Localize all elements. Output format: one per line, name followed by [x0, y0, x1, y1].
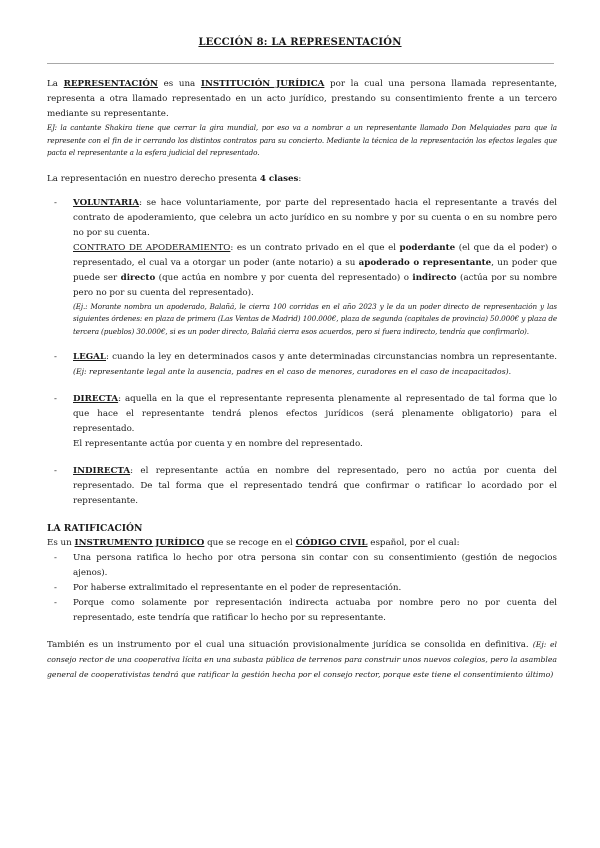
term-apoderado: apoderado o representante	[358, 257, 492, 268]
text: , un poder que puede ser	[73, 257, 557, 283]
type-voluntaria-text	[73, 196, 557, 241]
text: : se hace voluntariamente, por parte del representado hacia el representante a través del contrato de apoderamiento, que celebra un acto jurídico en su nombre y por su cuenta o en su nombre pero no por su cuenta.	[73, 197, 557, 238]
ratificacion-list	[47, 551, 557, 626]
text: La representación en nuestro derecho presenta	[47, 173, 260, 184]
list-item: - Una persona ratifica lo hecho por otra persona sin contar con su consentimiento (gestión de negocios ajenos).	[47, 551, 557, 581]
representation-types-list	[47, 196, 557, 510]
text: : el representante actúa en nombre del representado, pero no actúa por cuenta del representado. De tal forma que el representado tendrá que confirmar o ratificar lo acordado por el representante.	[73, 466, 557, 506]
keyword-instrumento-juridico: INSTRUMENTO JURÍDICO	[74, 538, 205, 548]
classes-count: 4 clases	[259, 173, 299, 184]
text: español, por el cual:	[367, 538, 460, 548]
term-poderdante: poderdante	[399, 242, 456, 253]
text: (actúa por su nombre pero no por su cuenta del representado).	[73, 272, 558, 298]
text: por la cual una persona llamada representante, representa a otra llamado representado en un acto jurídico, prestando su consentimiento frente a un tercero mediante su representante.	[47, 79, 557, 119]
type-label: INDIRECTA	[73, 466, 131, 476]
term-indirecto: indirecto	[412, 272, 457, 283]
text: La	[47, 79, 64, 89]
text: es una	[157, 79, 201, 89]
type-label: DIRECTA	[73, 394, 119, 404]
text: : cuando la ley en determinados casos y ante determinadas circunstancias nombra un representante.	[106, 352, 557, 362]
list-item: - Porque como solamente por representación indirecta actuaba por nombre pero no por cuenta del representado, este tendría que ratificar lo hecho por su representante.	[47, 596, 557, 626]
type-directa-text2: El representante actúa por cuenta y en nombre del representado.	[73, 439, 363, 449]
page-title: LECCIÓN 8: LA REPRESENTACIÓN	[198, 37, 402, 48]
type-label: VOLUNTARIA	[73, 197, 140, 208]
keyword-codigo-civil: CÓDIGO CIVIL	[295, 538, 368, 548]
type-legal-text	[73, 350, 557, 380]
text: (que actúa en nombre y por cuenta del representado) o	[155, 272, 413, 283]
text: que se recoge en el	[204, 538, 296, 548]
ratificacion-intro	[47, 536, 557, 551]
title-divider	[47, 63, 554, 64]
text: (el que da el poder) o representado, el cual va a otorgar un poder (ante notario) a su	[73, 242, 557, 268]
type-label: LEGAL	[73, 352, 106, 362]
text: También es un instrumento por el cual una situación provisionalmente jurídica se consolida en definitiva.	[47, 640, 533, 650]
type-indirecta-text	[73, 464, 557, 509]
keyword-representacion: REPRESENTACIÓN	[63, 79, 158, 89]
intro-paragraph	[47, 77, 557, 122]
section-heading-ratificacion: LA RATIFICACIÓN	[47, 523, 143, 534]
closing-paragraph	[47, 638, 557, 683]
intro-example: EJ: la cantante Shakira tiene que cerrar la gira mundial, por eso va a nombrar a un representante llamado Don Melquiades para que la represente con el fin de ir cerrando los distintos contratos para su concierto. Mediante la técnica de la representación los efectos legales que pacta el representante a la esfera judicial del representado.	[47, 123, 557, 157]
type-directa-text	[73, 392, 557, 437]
text: :	[298, 173, 302, 184]
type-indirecta	[47, 464, 557, 509]
classes-intro	[47, 172, 557, 187]
legal-example: (Ej: representante legal ante la ausencia, padres en el caso de menores, curadores en el caso de incapacitados).	[73, 367, 512, 376]
document-body	[47, 77, 557, 683]
text: : es un contrato privado en el que el	[230, 242, 400, 253]
text: : aquella en la que el representante representa plenamente al representado de tal forma que lo que hace el representante tendrá plenos efectos jurídicos (será plenamente obligatorio) para el representado.	[73, 394, 557, 434]
keyword-institucion-juridica: INSTITUCIÓN JURÍDICA	[200, 79, 325, 89]
text: Es un	[47, 538, 75, 548]
contrato-apoderamiento	[73, 241, 557, 301]
voluntaria-example: (Ej.: Morante nombra un apoderado, Balañá, le cierra 100 corridas en el año 2023 y le da un poder directo de representación y las siguientes órdenes: en plaza de primera (Las Ventas de Madrid) 100.000€, plaza de segunda (capitales de provincia) 50.000€ y plaza de tercera (pueblos) 30.000€, si es un poder directo, Balañá cierra esos acuerdos, pero si fuera indirecto, tendría que confirmarlo).	[73, 301, 557, 336]
list-item: - Por haberse extralimitado el representante en el poder de representación.	[47, 581, 557, 596]
closing-example: (Ej: el consejo rector de una cooperativa lícita en una subasta pública de terrenos para construir unos nuevos colegios, pero la asamblea general de cooperativistas tendrá que ratificar la gestión hecha por el consejo rector, porque este tiene el consentimiento último)	[47, 640, 557, 679]
type-directa	[47, 392, 557, 452]
term-directo: directo	[120, 272, 156, 283]
type-legal	[47, 350, 557, 380]
contrato-label: CONTRATO DE APODERAMIENTO	[73, 242, 231, 253]
type-voluntaria	[47, 196, 557, 339]
